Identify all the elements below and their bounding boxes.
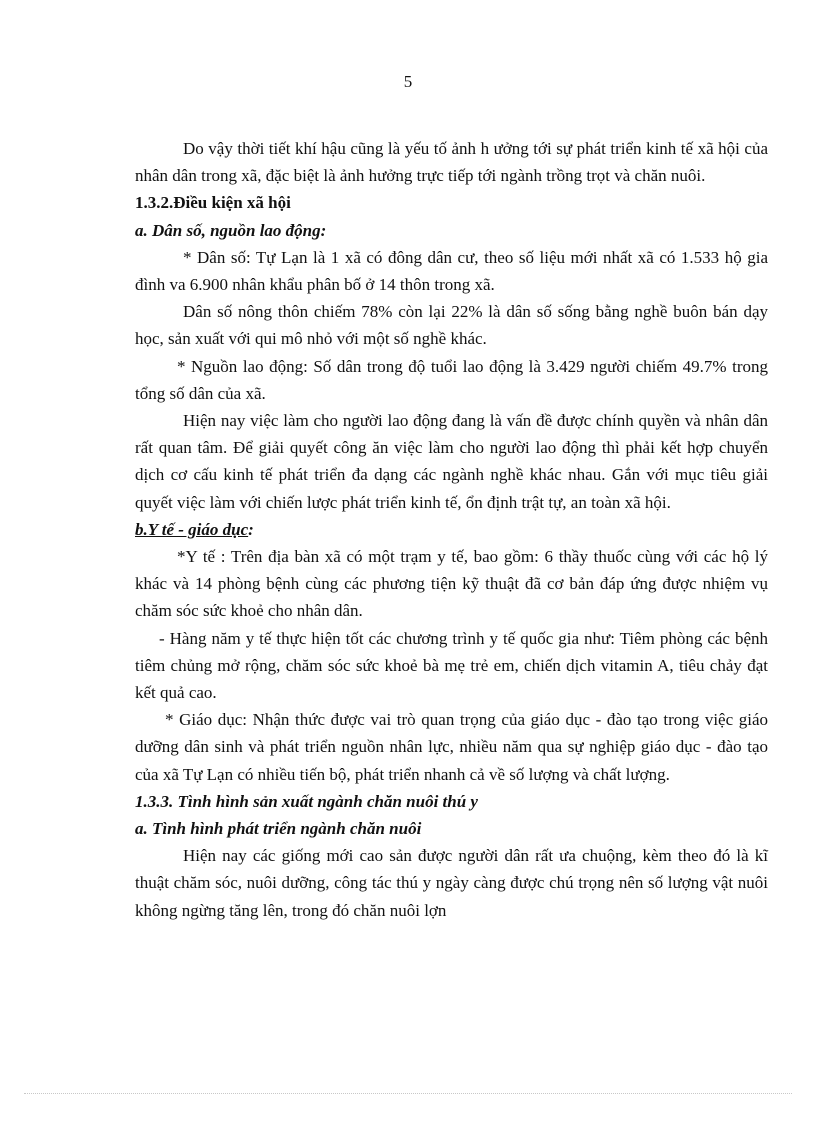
subsection-heading-health-education-text: b.Y tế - giáo dục [135,519,249,539]
page-bottom-divider [24,1093,792,1094]
section-heading-1-3-2: 1.3.2.Điều kiện xã hội [135,193,291,213]
subsection-heading-health-education [135,516,768,543]
paragraph-rural-population: Dân số nông thôn chiếm 78% còn lại 22% là dân số sống bằng nghề buôn bán dạy học, sản xuất với qui mô nhỏ với một số nghề khác. [135,302,768,349]
paragraph-livestock-breeds: Hiện nay các giống mới cao sản được người dân rất ưa chuộng, kèm theo đó là kĩ thuật chăm sóc, nuôi dưỡng, công tác thú y ngày càng được chú trọng nên số lượng vật nuôi không ngừng tăng lên, trong đó chăn nuôi lợn [135,846,768,920]
paragraph-climate: Do vậy thời tiết khí hậu cũng là yếu tố ảnh h ưởng tới sự phát triển kinh tế xã hội của nhân dân trong xã, đặc biệt là ảnh hưởng trực tiếp tới ngành trồng trọt và chăn nuôi. [135,139,768,186]
paragraph-education: * Giáo dục: Nhận thức được vai trò quan trọng của giáo dục - đào tạo trong việc giáo dưỡng dân sinh và phát triển nguồn nhân lực, nhiều năm qua sự nghiệp giáo dục - đào tạo của xã Tự Lạn có nhiều tiến bộ, phát triển nhanh cả về số lượng và chất lượng. [135,710,768,784]
subsection-heading-colon: : [248,519,254,539]
subsection-heading-livestock: a. Tình hình phát triển ngành chăn nuôi [135,819,422,839]
document-body [135,135,768,924]
subsection-heading-population: a. Dân số, nguồn lao động: [135,220,327,240]
page-number: 5 [403,72,413,91]
paragraph-labor-force: * Nguồn lao động: Số dân trong độ tuổi lao động là 3.429 người chiếm 49.7% trong tổng số dân của xã. [135,356,768,403]
paragraph-health-programs: - Hàng năm y tế thực hiện tốt các chương trình y tế quốc gia như: Tiêm phòng các bệnh tiêm chủng mở rộng, chăm sóc sức khoẻ bà mẹ trẻ em, chiến dịch vitamin A, tiêu chảy đạt kết quả cao. [135,628,768,703]
paragraph-health: *Y tế : Trên địa bàn xã có một trạm y tế, bao gồm: 6 thầy thuốc cùng với các hộ lý khác và 14 phòng bệnh cùng các phương tiện kỹ thuật đã cơ bản đáp ứng được nhiệm vụ chăm sóc sức khoẻ cho nhân dân. [135,547,768,621]
section-heading-1-3-3: 1.3.3. Tình hình sản xuất ngành chăn nuôi thú y [135,791,478,811]
paragraph-employment: Hiện nay việc làm cho người lao động đang là vấn đề được chính quyền và nhân dân rất quan tâm. Để giải quyết công ăn việc làm cho người lao động thì phải kết hợp chuyển dịch cơ cấu kinh tế phát triển đa dạng các ngành nghề khác nhau. Gắn với mục tiêu giải quyết việc làm với chiến lược phát triển kinh tế, ổn định trật tự, an toàn xã hội. [135,411,768,512]
paragraph-population: * Dân số: Tự Lạn là 1 xã có đông dân cư, theo số liệu mới nhất xã có 1.533 hộ gia đình va 6.900 nhân khẩu phân bố ở 14 thôn trong xã. [135,247,768,295]
